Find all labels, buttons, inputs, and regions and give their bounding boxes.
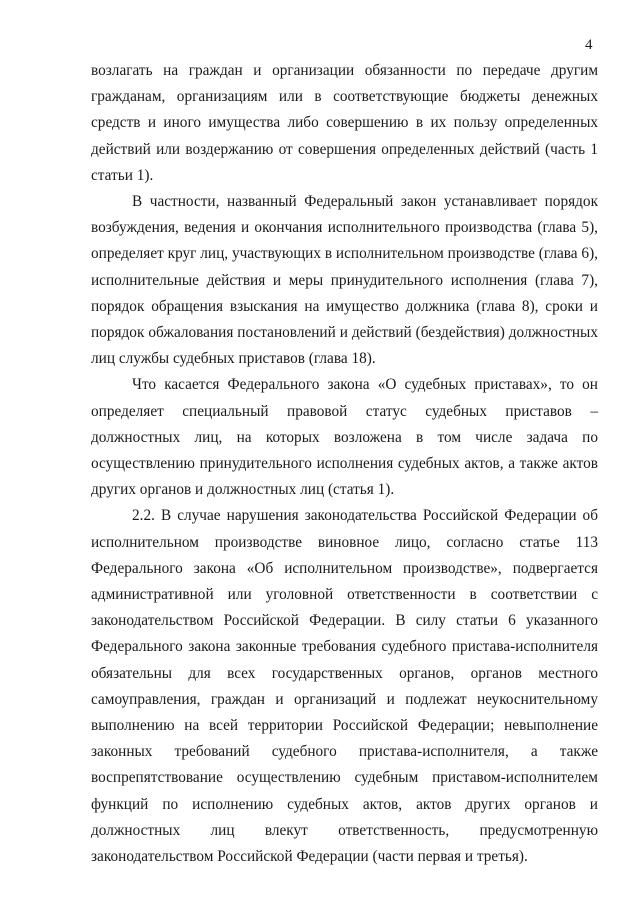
paragraph-section-2-2: 2.2. В случае нарушения законодательства Российской Федерации об исполнительном производстве виновное лицо, согласно статье 113 Федерального закона «Об исполнительном производстве», подвергается административной или уголовной ответственности в соответствии с законодательством Российской Федерации. В силу статьи 6 указанного Федерального закона законные требования судебного пристава-исполнителя обязательны для всех государственных органов, органов местного самоуправления, граждан и организаций и подлежат неукоснительному выполнению на всей территории Российской Федерации; невыполнение законных требований судебного пристава-исполнителя, а также воспрепятствование осуществлению судебным приставом-исполнителем функций по исполнению судебных актов, актов других органов и должностных лиц влекут ответственность, предусмотренную законодательством Российской Федерации (части первая и третья). — [91, 507, 598, 866]
paragraph-federal-law-scope: В частности, названный Федеральный закон устанавливает порядок возбуждения, ведения и окончания исполнительного производства (глава 5), определяет круг лиц, участвующих в исполнительном производстве (глава 6), исполнительные действия и меры принудительного исполнения (глава 7), порядок обращения взыскания на имущество должника (глава 8), сроки и порядок обжалования постановлений и действий (бездействия) должностных лиц службы судебных приставов (глава 18). — [91, 193, 598, 368]
paragraph-bailiffs-law: Что касается Федерального закона «О судебных приставах», то он определяет специальный правовой статус судебных приставов – должностных лиц, на которых возложена в том числе задача по осуществлению принудительного исполнения судебных актов, а также актов других органов и должностных лиц (статья 1). — [91, 376, 598, 499]
document-body — [91, 58, 598, 870]
page-number: 4 — [585, 37, 593, 53]
paragraph-continuation: возлагать на граждан и организации обязанности по передаче другим гражданам, организациям или в соответствующие бюджеты денежных средств и иного имущества либо совершению в их пользу определенных действий или воздержанию от совершения определенных действий (часть 1 статьи 1). — [91, 62, 598, 184]
